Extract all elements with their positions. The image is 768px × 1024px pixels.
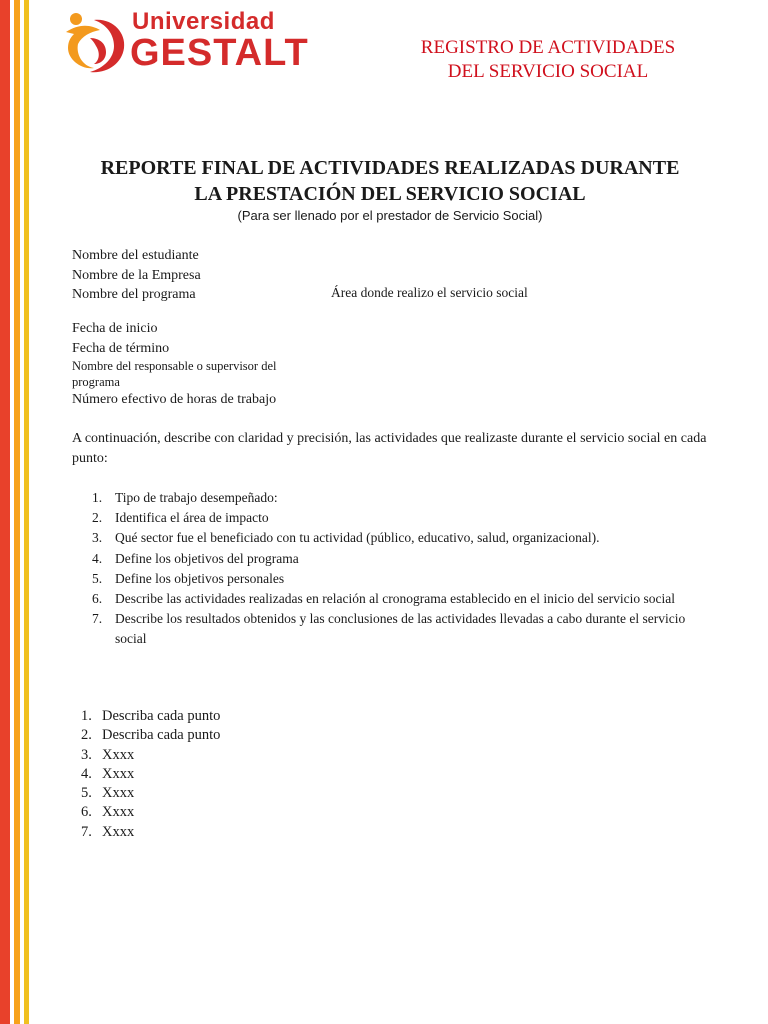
list-item: 1. Tipo de trabajo desempeñado: bbox=[92, 490, 278, 505]
list-item: 2. Identifica el área de impacto bbox=[92, 510, 269, 526]
left-stripe-orange bbox=[14, 0, 20, 1024]
document-title-line1: REPORTE FINAL DE ACTIVIDADES REALIZADAS DURANTE bbox=[100, 157, 680, 179]
left-stripe-red bbox=[0, 0, 10, 1024]
list-item: 5. Define los objetivos personales bbox=[92, 570, 285, 586]
field-supervisor-line2: programa bbox=[72, 375, 120, 389]
field-supervisor bbox=[72, 358, 332, 390]
field-hours: Número efectivo de horas de trabajo bbox=[72, 392, 277, 407]
answers-list bbox=[72, 707, 220, 842]
list-item: 4. Define los objetivos del programa bbox=[92, 550, 299, 566]
left-stripe-yellow bbox=[24, 0, 29, 1024]
list-item: 7. Xxxx bbox=[81, 823, 135, 840]
header-title bbox=[378, 36, 718, 84]
student-fields bbox=[72, 246, 201, 305]
document-title-line2: LA PRESTACIÓN DEL SERVICIO SOCIAL bbox=[194, 183, 586, 205]
field-supervisor-line1: Nombre del responsable o supervisor del bbox=[72, 359, 277, 373]
instructions-paragraph: A continuación, describe con claridad y precisión, las actividades que realizaste durante el servicio social en cada punto: bbox=[72, 431, 707, 466]
list-item: 1. Describa cada punto bbox=[81, 708, 221, 724]
field-program-name: Nombre del programa bbox=[72, 287, 196, 302]
logo-line2: GESTALT bbox=[130, 32, 309, 74]
field-area: Área donde realizo el servicio social bbox=[331, 285, 528, 300]
list-item: 5. Xxxx bbox=[81, 785, 135, 802]
field-student-name: Nombre del estudiante bbox=[72, 248, 199, 263]
document-subtitle: (Para ser llenado por el prestador de Servicio Social) bbox=[237, 208, 543, 223]
document-title bbox=[60, 155, 720, 207]
list-item: 6. Describe las actividades realizadas en relación al cronograma establecido en el inicio del servicio social bbox=[92, 591, 675, 607]
logo-line1: Universidad bbox=[132, 8, 275, 35]
header-title-line2: DEL SERVICIO SOCIAL bbox=[447, 61, 649, 82]
gestalt-figure-icon bbox=[60, 10, 128, 76]
field-end-date: Fecha de término bbox=[72, 340, 170, 356]
activities-list bbox=[72, 488, 720, 650]
university-logo bbox=[60, 8, 320, 78]
list-item: 6. Xxxx bbox=[81, 804, 135, 821]
field-start-date: Fecha de inicio bbox=[72, 321, 158, 336]
list-item: 4. Xxxx bbox=[81, 765, 135, 782]
program-fields bbox=[72, 319, 332, 410]
list-item: 2. Describa cada punto bbox=[81, 727, 221, 744]
field-company-name: Nombre de la Empresa bbox=[72, 267, 201, 283]
list-item: 3. Qué sector fue el beneficiado con tu actividad (público, educativo, salud, organizacional). bbox=[92, 530, 600, 546]
list-item: 3. Xxxx bbox=[81, 746, 135, 763]
list-item: 7. Describe los resultados obtenidos y las conclusiones de las actividades llevadas a cabo durante el servicio social bbox=[92, 611, 686, 647]
header-title-line1: REGISTRO DE ACTIVIDADES bbox=[420, 37, 676, 58]
